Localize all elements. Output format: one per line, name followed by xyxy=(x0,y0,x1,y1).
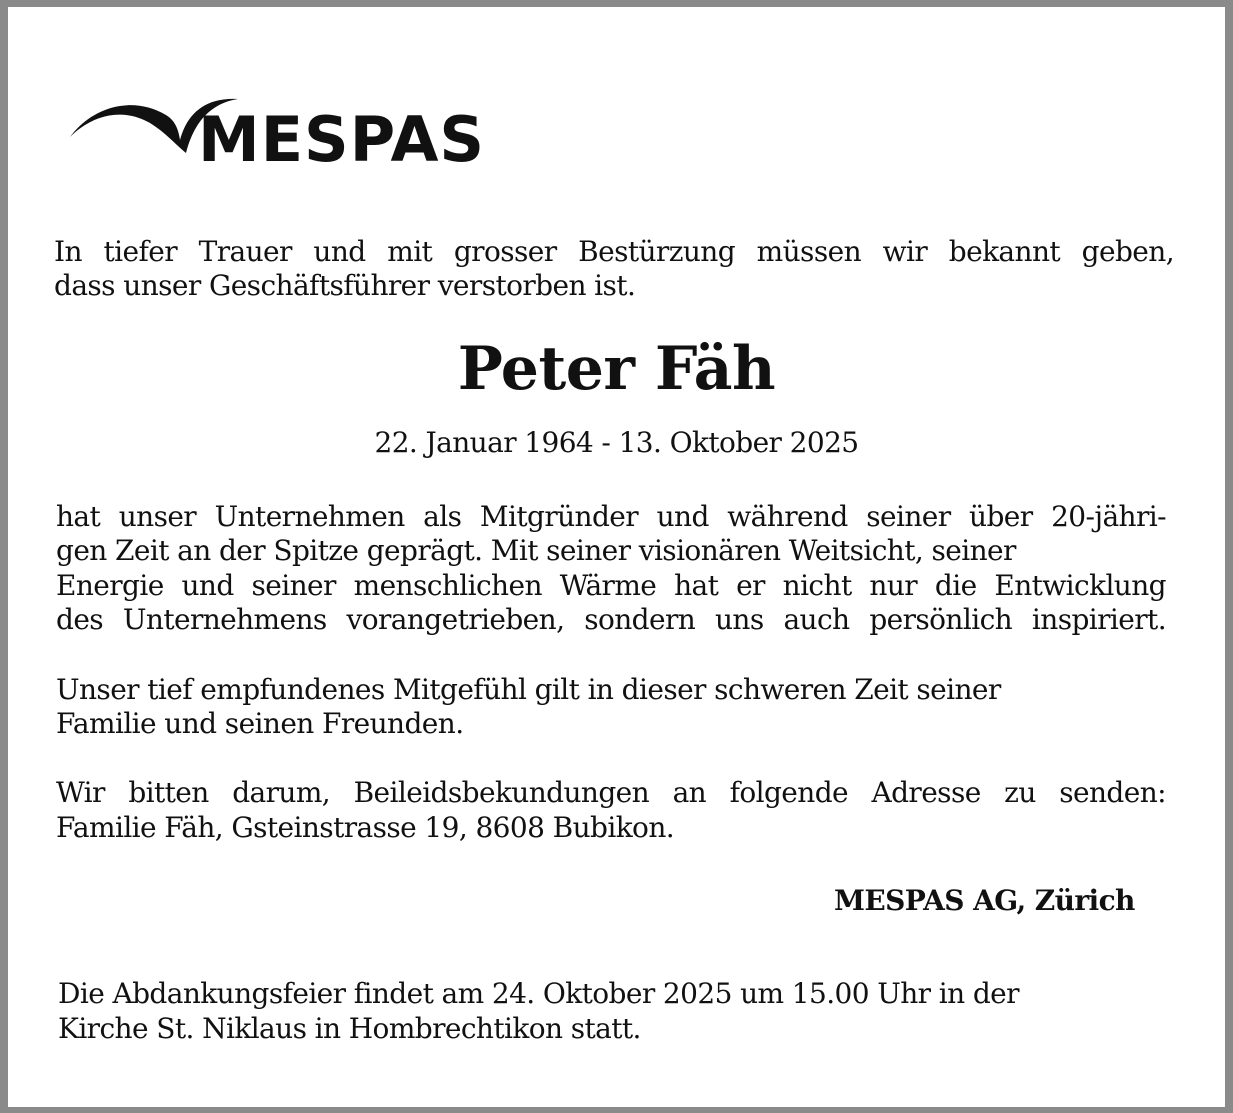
tribute-line-4: des Unternehmens vorangetrieben, sondern uns auch persönlich inspiriert. xyxy=(56,603,1166,636)
intro-line-2: dass unser Geschäftsführer verstorben ist. xyxy=(54,269,636,302)
life-dates: 22. Januar 1964 - 13. Oktober 2025 xyxy=(374,426,859,459)
tribute-line-2: gen Zeit an der Spitze geprägt. Mit seiner visionären Weitsicht, seiner xyxy=(56,534,1016,567)
condolences-line-1: Wir bitten darum, Beileidsbekundungen an folgende Adresse zu senden: xyxy=(56,776,1166,809)
sympathy-line-2: Familie und seinen Freunden. xyxy=(56,707,464,740)
intro-line-1: In tiefer Trauer und mit grosser Bestürzung müssen wir bekannt geben, xyxy=(54,235,1174,268)
obituary-notice xyxy=(8,7,1225,1107)
tribute-line-3: Energie und seiner menschlichen Wärme hat er nicht nur die Entwicklung xyxy=(56,569,1166,602)
logo-wordmark: MESPAS xyxy=(198,103,486,176)
ceremony-line-2: Kirche St. Niklaus in Hombrechtikon statt. xyxy=(58,1012,641,1045)
mespas-logo xyxy=(62,85,486,176)
condolences-line-2: Familie Fäh, Gsteinstrasse 19, 8608 Bubikon. xyxy=(56,811,675,844)
signature: MESPAS AG, Zürich xyxy=(834,884,1135,917)
tribute-line-1: hat unser Unternehmen als Mitgründer und während seiner über 20-jähri- xyxy=(56,500,1166,533)
deceased-name: Peter Fäh xyxy=(457,334,776,404)
sympathy-line-1: Unser tief empfundenes Mitgefühl gilt in dieser schweren Zeit seiner xyxy=(56,673,1001,706)
ceremony-line-1: Die Abdankungsfeier findet am 24. Oktober 2025 um 15.00 Uhr in der xyxy=(58,977,1019,1010)
